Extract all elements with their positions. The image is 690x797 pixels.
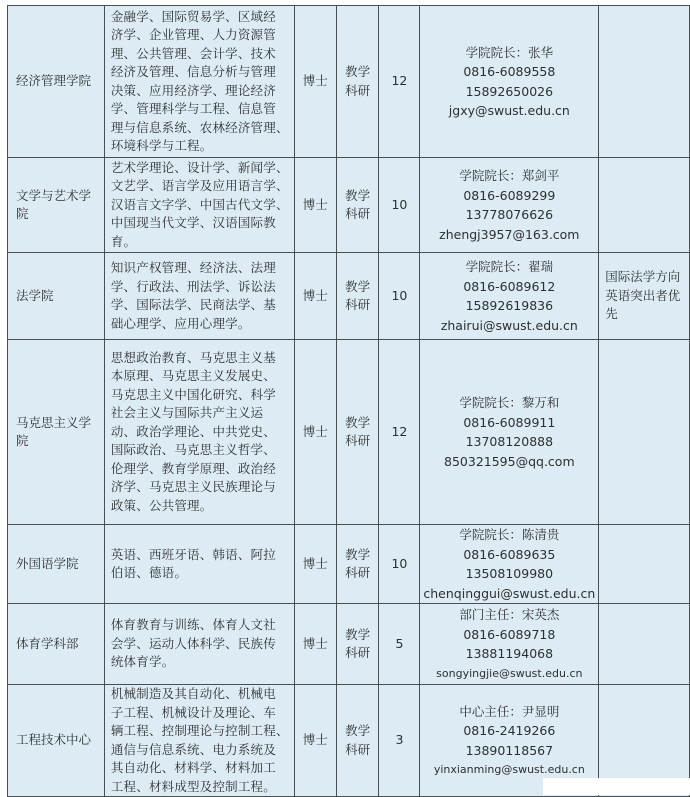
count-cell: 10 xyxy=(379,253,420,340)
contact-mobile: 13778076626 xyxy=(465,207,554,222)
degree-cell: 博士 xyxy=(294,340,336,525)
majors-line: 动、政治学理论、中共党史、 xyxy=(110,423,276,439)
contact-phone: 0816-6089635 xyxy=(463,546,556,562)
majors-line: 济学、企业管理、人力资源管 xyxy=(110,27,276,42)
contact-email[interactable]: 850321595@qq.com xyxy=(444,453,575,469)
contact-phone: 0816-6089911 xyxy=(463,414,556,430)
majors-line: 经济及管理、信息分析与管理 xyxy=(110,64,276,79)
majors-line: 学、国际法学、民商法学、基 xyxy=(110,297,276,312)
majors-line: 马克思主义中国化研究、科学 xyxy=(110,386,276,402)
position-type-cell xyxy=(336,158,379,253)
contact-cell xyxy=(420,6,599,158)
contact-email[interactable]: songyingjie@swust.edu.cn xyxy=(436,666,583,680)
table-row xyxy=(8,253,690,340)
majors-line: 伦理学、教育学原理、政治经 xyxy=(110,460,276,476)
majors-line: 学、行政法、刑法学、诉讼法 xyxy=(110,278,276,294)
position-type-line: 教学 xyxy=(345,414,371,430)
majors-line: 子工程、机械设计及理论、车 xyxy=(110,704,276,720)
degree-cell: 博士 xyxy=(294,6,336,158)
note-cell xyxy=(599,253,690,340)
majors-line: 伯语、德语。 xyxy=(110,565,188,580)
position-type-line: 教学 xyxy=(345,626,371,642)
majors-cell xyxy=(104,340,294,525)
degree-cell: 博士 xyxy=(294,604,336,685)
majors-line: 文艺学、语言学及应用语言学、 xyxy=(110,178,289,194)
majors-line: 会学、运动人体科学、民族传 xyxy=(110,635,276,651)
contact-cell xyxy=(420,158,599,253)
majors-line: 思想政治教育、马克思主义基 xyxy=(110,349,276,365)
count-cell: 10 xyxy=(379,525,420,604)
count-cell: 3 xyxy=(379,685,420,797)
position-type-line: 科研 xyxy=(345,206,371,221)
table-row xyxy=(8,6,690,158)
majors-line: 学、管理科学与工程、信息管 xyxy=(110,101,276,116)
contact-title: 学院院长：郑剑平 xyxy=(459,168,560,183)
majors-cell xyxy=(104,158,294,253)
majors-line: 辆工程、控制理论与控制工程、 xyxy=(110,723,289,738)
contact-cell xyxy=(420,525,599,604)
majors-line: 其自动化、材料学、材料加工 xyxy=(110,760,276,775)
note-cell xyxy=(599,6,690,158)
majors-line: 机械制造及其自动化、机械电 xyxy=(110,686,276,701)
majors-cell xyxy=(104,685,294,797)
majors-line: 金融学、国际贸易学、区域经 xyxy=(110,8,276,24)
majors-line: 理与信息系统、农林经济管理、 xyxy=(110,119,289,135)
position-type-cell xyxy=(336,340,379,525)
contact-phone: 0816-6089299 xyxy=(463,187,556,203)
table-row xyxy=(8,525,690,604)
contact-title: 部门主任：宋英杰 xyxy=(459,607,560,622)
majors-line: 本原理、马克思主义发展史、 xyxy=(110,368,276,384)
majors-line: 英语、西班牙语、韩语、阿拉 xyxy=(110,546,276,562)
note-line: 先 xyxy=(605,306,618,322)
position-type-line: 科研 xyxy=(345,645,371,660)
majors-line: 通信与信息系统、电力系统及 xyxy=(110,741,276,757)
college-cell: 文学与艺术学院 xyxy=(8,158,105,253)
contact-cell xyxy=(420,340,599,525)
contact-cell xyxy=(420,604,599,685)
majors-line: 知识产权管理、经济法、法理 xyxy=(110,260,276,275)
college-cell: 工程技术中心 xyxy=(8,685,105,797)
table-row xyxy=(8,604,690,685)
contact-phone: 0816-2419266 xyxy=(463,723,556,738)
contact-mobile: 15892619836 xyxy=(465,298,554,313)
recruitment-table-container xyxy=(7,5,690,797)
note-cell xyxy=(599,340,690,525)
majors-line: 社会主义与国际共产主义运 xyxy=(110,405,264,421)
contact-email[interactable]: jgxy@swust.edu.cn xyxy=(448,103,570,118)
contact-mobile: 13708120888 xyxy=(465,434,554,449)
majors-line: 体育教育与训练、体育人文社 xyxy=(110,617,276,633)
contact-phone: 0816-6089558 xyxy=(463,64,556,79)
position-type-line: 教学 xyxy=(345,278,371,294)
college-cell: 经济管理学院 xyxy=(8,6,105,158)
position-type-line: 科研 xyxy=(345,82,371,98)
contact-cell xyxy=(420,253,599,340)
college-cell: 马克思主义学院 xyxy=(8,340,105,525)
recruitment-table xyxy=(7,5,690,797)
note-cell xyxy=(599,525,690,604)
majors-line: 工程、材料成型及控制工程。 xyxy=(110,778,276,794)
contact-title: 学院院长：张华 xyxy=(465,44,554,60)
contact-title: 学院院长：陈清贵 xyxy=(459,527,560,542)
majors-line: 决策、应用经济学、理论经济 xyxy=(110,82,276,98)
count-cell: 10 xyxy=(379,158,420,253)
count-cell: 5 xyxy=(379,604,420,685)
majors-line: 中国现当代文学、汉语国际教 xyxy=(110,215,276,231)
contact-email[interactable]: chenqinggui@swust.edu.cn xyxy=(423,585,596,601)
majors-line: 济学、马克思主义民族理论与 xyxy=(110,479,276,495)
contact-mobile: 13508109980 xyxy=(465,566,554,581)
count-cell: 12 xyxy=(379,6,420,158)
contact-mobile: 13890118567 xyxy=(465,742,554,758)
contact-mobile: 13881194068 xyxy=(465,646,554,661)
majors-cell xyxy=(104,253,294,340)
position-type-cell xyxy=(336,6,379,158)
majors-line: 国际政治、马克思主义哲学、 xyxy=(110,442,276,458)
position-type-line: 科研 xyxy=(345,433,371,448)
position-type-cell xyxy=(336,525,379,604)
white-overlay-patch xyxy=(543,778,690,795)
contact-phone: 0816-6089718 xyxy=(463,626,556,642)
majors-line: 汉语言文字学、中国古代文学、 xyxy=(110,196,289,212)
college-cell: 法学院 xyxy=(8,253,105,340)
majors-cell xyxy=(104,604,294,685)
position-type-cell xyxy=(336,604,379,685)
majors-line: 理、公共管理、会计学、技术 xyxy=(110,45,276,61)
note-line: 英语突出者优 xyxy=(605,287,681,303)
position-type-line: 科研 xyxy=(345,741,371,757)
table-row xyxy=(8,340,690,525)
position-type-line: 科研 xyxy=(345,565,371,580)
contact-phone: 0816-6089612 xyxy=(463,278,556,294)
college-cell: 体育学科部 xyxy=(8,604,105,685)
count-cell: 12 xyxy=(379,340,420,525)
position-type-line: 科研 xyxy=(345,297,371,312)
majors-cell xyxy=(104,525,294,604)
majors-line: 环境科学与工程。 xyxy=(110,138,213,153)
degree-cell: 博士 xyxy=(294,685,336,797)
contact-title: 学院院长：翟瑞 xyxy=(465,259,554,274)
contact-title: 中心主任：尹显明 xyxy=(459,703,560,719)
contact-email[interactable]: zhairui@swust.edu.cn xyxy=(440,317,578,333)
degree-cell: 博士 xyxy=(294,158,336,253)
note-cell xyxy=(599,604,690,685)
degree-cell: 博士 xyxy=(294,253,336,340)
majors-cell xyxy=(104,6,294,158)
majors-line: 艺术学理论、设计学、新闻学、 xyxy=(110,159,289,175)
college-cell: 外国语学院 xyxy=(8,525,105,604)
majors-line: 统体育学。 xyxy=(110,654,175,670)
note-cell xyxy=(599,158,690,253)
contact-title: 学院院长：黎万和 xyxy=(459,395,560,410)
position-type-line: 教学 xyxy=(345,546,371,562)
table-row xyxy=(8,158,690,253)
majors-line: 政策、公共管理。 xyxy=(110,497,213,513)
position-type-line: 教学 xyxy=(345,723,371,738)
contact-email[interactable]: zhengj3957@163.com xyxy=(439,226,580,242)
position-type-line: 教学 xyxy=(345,64,371,79)
contact-email[interactable]: yinxianming@swust.edu.cn xyxy=(433,763,585,776)
position-type-line: 教学 xyxy=(345,187,371,203)
position-type-cell xyxy=(336,685,379,797)
position-type-cell xyxy=(336,253,379,340)
note-line: 国际法学方向 xyxy=(605,269,681,285)
contact-mobile: 15892650026 xyxy=(465,83,554,99)
degree-cell: 博士 xyxy=(294,525,336,604)
majors-line: 础心理学、应用心理学。 xyxy=(110,315,251,331)
majors-line: 育。 xyxy=(110,233,137,249)
